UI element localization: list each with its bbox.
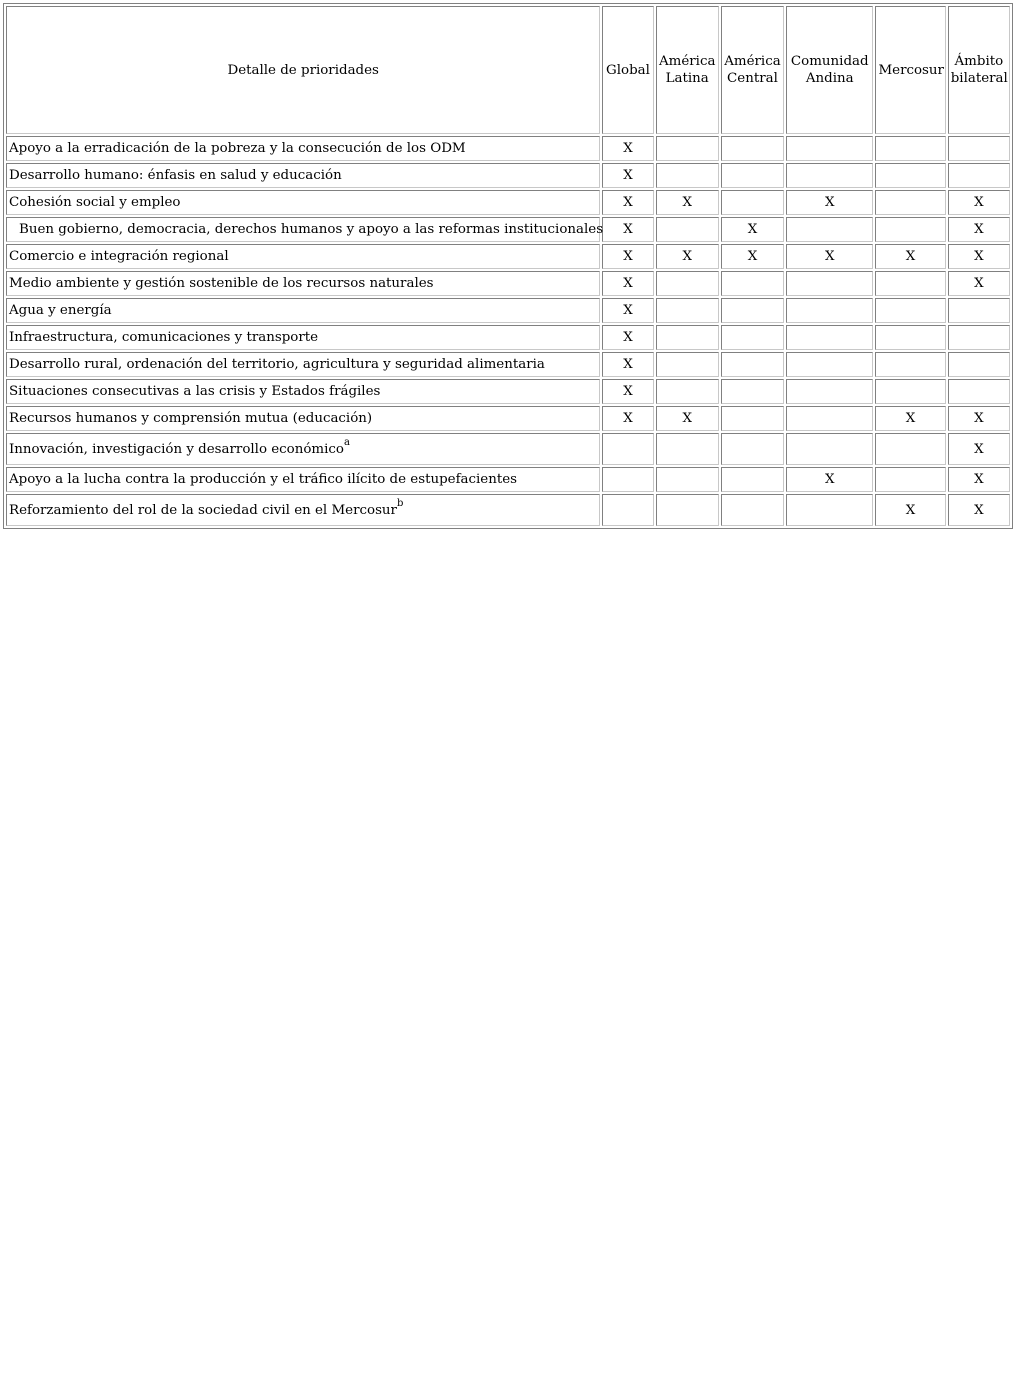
mark-cell-america-latina: [656, 325, 719, 350]
mark-cell-america-central: [721, 494, 784, 526]
mark-cell-mercosur: [875, 190, 945, 215]
mark-cell-mercosur: [875, 271, 945, 296]
mark-cell-mercosur: [875, 163, 945, 188]
mark-cell-america-central: [721, 298, 784, 323]
mark-cell-ambito-bilateral: [948, 136, 1010, 161]
mark-cell-global: X: [602, 406, 653, 431]
table-row: [6, 244, 1010, 269]
mark-cell-america-central: [721, 467, 784, 492]
priority-label: Comercio e integración regional: [6, 244, 600, 269]
priority-label: Situaciones consecutivas a las crisis y Estados frágiles: [6, 379, 600, 404]
mark-cell-comunidad-andina: [786, 163, 873, 188]
mark-cell-global: X: [602, 217, 653, 242]
table-row: [6, 325, 1010, 350]
mark-cell-ambito-bilateral: X: [948, 244, 1010, 269]
table-row: [6, 379, 1010, 404]
mark-cell-comunidad-andina: [786, 325, 873, 350]
mark-cell-global: X: [602, 244, 653, 269]
mark-cell-america-central: [721, 379, 784, 404]
mark-cell-america-latina: [656, 136, 719, 161]
mark-cell-america-central: [721, 352, 784, 377]
mark-cell-america-central: X: [721, 244, 784, 269]
priority-label: Desarrollo humano: énfasis en salud y educación: [6, 163, 600, 188]
mark-cell-global: [602, 433, 653, 465]
mark-cell-global: X: [602, 298, 653, 323]
mark-cell-comunidad-andina: [786, 433, 873, 465]
mark-cell-global: X: [602, 271, 653, 296]
priority-label: Recursos humanos y comprensión mutua (educación): [6, 406, 600, 431]
header-row: [6, 6, 1010, 134]
mark-cell-mercosur: [875, 298, 945, 323]
header-ambito-bilateral: Ámbito bilateral: [948, 6, 1010, 134]
priority-label: Buen gobierno, democracia, derechos humanos y apoyo a las reformas institucionales: [6, 217, 600, 242]
mark-cell-mercosur: [875, 467, 945, 492]
mark-cell-america-latina: [656, 352, 719, 377]
mark-cell-ambito-bilateral: X: [948, 190, 1010, 215]
mark-cell-ambito-bilateral: [948, 325, 1010, 350]
mark-cell-comunidad-andina: [786, 271, 873, 296]
mark-cell-ambito-bilateral: [948, 379, 1010, 404]
mark-cell-america-central: [721, 433, 784, 465]
mark-cell-america-latina: X: [656, 190, 719, 215]
mark-cell-mercosur: X: [875, 244, 945, 269]
mark-cell-mercosur: [875, 136, 945, 161]
mark-cell-comunidad-andina: [786, 379, 873, 404]
mark-cell-comunidad-andina: [786, 217, 873, 242]
table-row: [6, 163, 1010, 188]
footnote-marker: b: [396, 498, 404, 510]
priorities-table-container: [3, 3, 1013, 529]
mark-cell-comunidad-andina: [786, 136, 873, 161]
mark-cell-global: [602, 494, 653, 526]
table-row: [6, 190, 1010, 215]
mark-cell-global: X: [602, 136, 653, 161]
mark-cell-mercosur: X: [875, 494, 945, 526]
mark-cell-america-latina: [656, 298, 719, 323]
mark-cell-america-central: [721, 163, 784, 188]
priority-label: Medio ambiente y gestión sostenible de los recursos naturales: [6, 271, 600, 296]
mark-cell-comunidad-andina: [786, 352, 873, 377]
table-row: [6, 352, 1010, 377]
priorities-table: [3, 3, 1013, 529]
mark-cell-ambito-bilateral: [948, 163, 1010, 188]
header-america-latina: América Latina: [656, 6, 719, 134]
mark-cell-comunidad-andina: X: [786, 244, 873, 269]
priority-label: Desarrollo rural, ordenación del territorio, agricultura y seguridad alimentaria: [6, 352, 600, 377]
mark-cell-america-latina: [656, 217, 719, 242]
mark-cell-mercosur: [875, 433, 945, 465]
mark-cell-mercosur: [875, 217, 945, 242]
table-row: [6, 298, 1010, 323]
mark-cell-america-central: [721, 325, 784, 350]
mark-cell-america-central: [721, 406, 784, 431]
mark-cell-comunidad-andina: [786, 298, 873, 323]
header-global: Global: [602, 6, 653, 134]
header-detail: Detalle de prioridades: [6, 6, 600, 134]
priority-label: Cohesión social y empleo: [6, 190, 600, 215]
table-body: [6, 136, 1010, 526]
header-america-central: América Central: [721, 6, 784, 134]
mark-cell-ambito-bilateral: X: [948, 217, 1010, 242]
header-mercosur: Mercosur: [875, 6, 945, 134]
header-comunidad-andina: Comunidad Andina: [786, 6, 873, 134]
mark-cell-america-latina: [656, 467, 719, 492]
mark-cell-ambito-bilateral: X: [948, 467, 1010, 492]
mark-cell-ambito-bilateral: X: [948, 494, 1010, 526]
mark-cell-ambito-bilateral: [948, 352, 1010, 377]
mark-cell-comunidad-andina: X: [786, 190, 873, 215]
table-row: [6, 271, 1010, 296]
mark-cell-america-central: [721, 136, 784, 161]
mark-cell-america-latina: [656, 271, 719, 296]
footnote-marker: a: [343, 437, 350, 449]
mark-cell-comunidad-andina: X: [786, 467, 873, 492]
mark-cell-global: X: [602, 325, 653, 350]
table-row: [6, 406, 1010, 431]
priority-label: Apoyo a la lucha contra la producción y el tráfico ilícito de estupefacientes: [6, 467, 600, 492]
mark-cell-america-latina: [656, 433, 719, 465]
mark-cell-mercosur: X: [875, 406, 945, 431]
mark-cell-global: X: [602, 379, 653, 404]
mark-cell-america-central: [721, 271, 784, 296]
priority-label: Reforzamiento del rol de la sociedad civil en el Mercosur$^b$: [6, 494, 600, 526]
table-row: [6, 136, 1010, 161]
priority-label: Apoyo a la erradicación de la pobreza y la consecución de los ODM: [6, 136, 600, 161]
table-row: [6, 494, 1010, 526]
mark-cell-ambito-bilateral: X: [948, 406, 1010, 431]
mark-cell-america-central: X: [721, 217, 784, 242]
mark-cell-global: [602, 467, 653, 492]
priority-label: Agua y energía: [6, 298, 600, 323]
mark-cell-mercosur: [875, 325, 945, 350]
mark-cell-ambito-bilateral: [948, 298, 1010, 323]
mark-cell-mercosur: [875, 379, 945, 404]
mark-cell-america-latina: [656, 379, 719, 404]
mark-cell-america-latina: X: [656, 244, 719, 269]
table-row: [6, 467, 1010, 492]
mark-cell-comunidad-andina: [786, 494, 873, 526]
mark-cell-ambito-bilateral: X: [948, 271, 1010, 296]
priority-label: Infraestructura, comunicaciones y transporte: [6, 325, 600, 350]
mark-cell-america-latina: [656, 494, 719, 526]
table-row: [6, 217, 1010, 242]
mark-cell-global: X: [602, 352, 653, 377]
mark-cell-america-latina: X: [656, 406, 719, 431]
mark-cell-america-latina: [656, 163, 719, 188]
mark-cell-america-central: [721, 190, 784, 215]
mark-cell-global: X: [602, 190, 653, 215]
mark-cell-global: X: [602, 163, 653, 188]
priority-label: Innovación, investigación y desarrollo económico$^a$: [6, 433, 600, 465]
mark-cell-comunidad-andina: [786, 406, 873, 431]
mark-cell-ambito-bilateral: X: [948, 433, 1010, 465]
mark-cell-mercosur: [875, 352, 945, 377]
table-row: [6, 433, 1010, 465]
